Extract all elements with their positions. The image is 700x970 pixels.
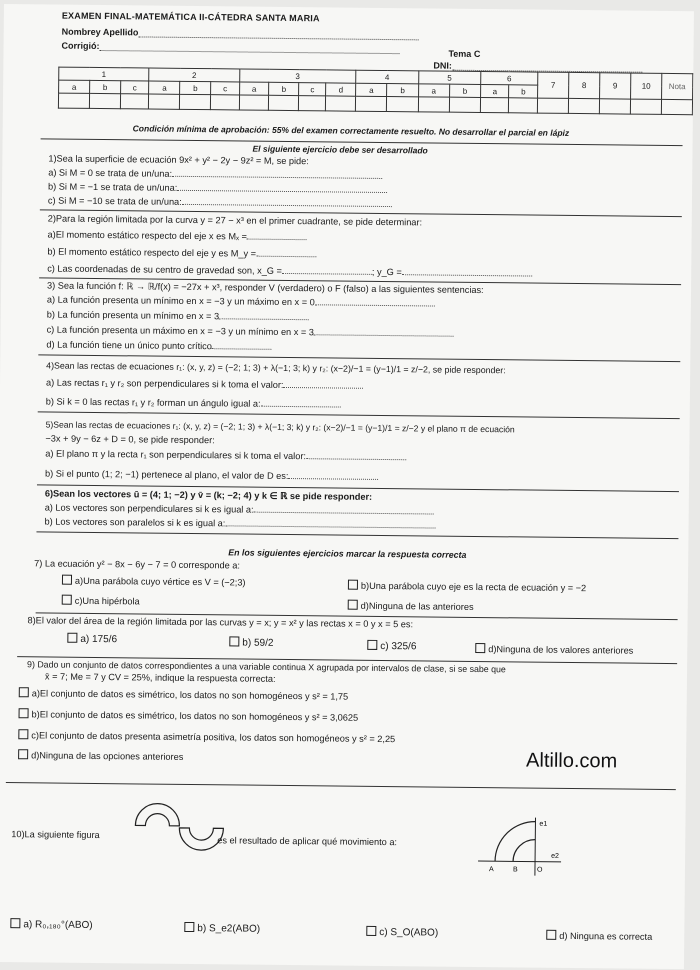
q10-option-a[interactable]: a) R₀,₁₈₀°(ABO) [10, 918, 92, 931]
grid-sub: c [299, 83, 326, 96]
checkbox[interactable] [367, 640, 377, 650]
grid-cell[interactable] [356, 96, 387, 111]
grid-cell[interactable] [387, 97, 418, 112]
dni-field[interactable]: DNI: [433, 61, 642, 73]
label-B: B [512, 866, 518, 874]
grid-cell[interactable] [326, 96, 356, 111]
checkbox[interactable] [229, 636, 239, 646]
checkbox[interactable] [348, 600, 358, 610]
q9-option-d[interactable]: d)Ninguna de las opciones anteriores [18, 749, 183, 762]
grid-cell[interactable] [269, 95, 299, 110]
grid-cell[interactable] [418, 97, 449, 112]
grid-cell[interactable] [149, 94, 180, 109]
checkbox[interactable] [67, 633, 77, 643]
grid-cell[interactable] [568, 98, 599, 113]
grid-sub: b [90, 80, 121, 93]
checkbox[interactable] [62, 575, 72, 585]
grid-sub: b [449, 84, 480, 97]
q8-option-b[interactable]: b) 59/2 [229, 636, 273, 648]
checkbox[interactable] [546, 930, 556, 940]
q5-a[interactable]: a) El plano π y la recta r₁ son perpendiculares si k toma el valor: [45, 447, 406, 463]
q7-option-b[interactable]: b)Una parábola cuyo eje es la recta de ecuación y = −2 [348, 580, 586, 593]
q7-option-d[interactable]: d)Ninguna de las anteriores [348, 600, 474, 612]
grid-cell[interactable] [89, 93, 120, 108]
grid-cell[interactable] [630, 99, 661, 114]
q10-option-b[interactable]: b) S_e2(ABO) [184, 922, 260, 935]
grid-sub: a [239, 82, 269, 95]
grid-head-2: 2 [149, 68, 239, 82]
q8-stem: 8)El valor del área de la región limitada por las curvas y = x; y = x² y las rectas x = 0 y x = 5 es: [27, 615, 414, 630]
grid-sub: a [481, 84, 510, 97]
grid-head-3: 3 [239, 69, 356, 83]
grid-head-1: 1 [59, 67, 149, 81]
label-A: A [488, 866, 494, 874]
mc-note: En los siguientes ejercicios marcar la respuesta correcta [228, 547, 467, 560]
name-field[interactable]: Nombrey Apellido [62, 27, 419, 41]
q10-option-d[interactable]: d) Ninguna es correcta [546, 930, 652, 942]
corrigio-field[interactable]: Corrigió: [62, 41, 400, 55]
grid-sub: a [356, 83, 387, 96]
grid-head-8: 8 [569, 72, 600, 98]
q4-stem: 4)Sean las rectas de ecuaciones r₁: (x, y, z) = (−2; 1; 3) + λ(−1; 3; k) y r₂: (x−2)/−1 = (y−1)/1 = z/−2, se pide responder: [46, 360, 506, 376]
q9-option-a[interactable]: a)El conjunto de datos es simétrico, los datos no son homogéneos y s² = 1,75 [19, 687, 348, 701]
q5-stem: 5)Sean las rectas de ecuaciones r₁: (x, y, z) = (−2; 1; 3) + λ(−1; 3; k) y r₂: (x−2)/−1 = (y−1)/1 = z/−2 y el plano π de ecuación [45, 419, 515, 435]
q6-stem: 6)Sean los vectores ū = (4; 1; −2) y v̄ = (k; −2; 4) y k ∈ ℝ se pide responder: [44, 488, 373, 502]
transformed-figure [125, 795, 226, 866]
checkbox[interactable] [62, 595, 72, 605]
q5-stem2: −3x + 9y − 6z + D = 0, se pide responder: [45, 433, 215, 446]
label-e1: e1 [539, 820, 548, 828]
score-grid [58, 67, 693, 116]
grid-cell[interactable] [537, 98, 568, 113]
label-e2: e2 [551, 852, 559, 860]
q9-option-b[interactable]: b)El conjunto de datos es simétrico, los datos no son homogéneos y s² = 3,0625 [19, 708, 359, 723]
checkbox[interactable] [184, 922, 194, 932]
checkbox[interactable] [19, 708, 29, 718]
grid-cell[interactable] [58, 93, 89, 108]
q9-stem: 9) Dado un conjunto de datos correspondientes a una variable continua X agrupada por intervalos de clase, si se sabe que [27, 659, 506, 675]
grid-sub: b [180, 81, 211, 94]
exam-title: EXAMEN FINAL-MATEMÁTICA II-CÁTEDRA SANTA MARIA [61, 10, 320, 24]
grid-sub: c [211, 82, 240, 95]
q7-stem: 7) La ecuación y² − 8x − 6y − 7 = 0 corresponde a: [34, 558, 241, 571]
develop-note: El siguiente ejercicio debe ser desarrollado [252, 143, 428, 156]
q2-c[interactable]: c) Las coordenadas de su centro de gravedad son, x_G = ; y_G = [47, 262, 532, 280]
q3-a[interactable]: a) La función presenta un mínimo en x = −3 y un máximo en x = 0 [47, 293, 435, 310]
q9-option-c[interactable]: c)El conjunto de datos presenta asimetría positiva, los datos son homogéneos y s² = 2,25 [18, 729, 395, 744]
q10-stem: 10)La siguiente figura [11, 829, 100, 841]
grid-sub: b [387, 84, 418, 97]
q8-option-d[interactable]: d)Ninguna de los valores anteriores [475, 643, 633, 656]
grid-cell[interactable] [661, 99, 692, 114]
original-figure [473, 813, 564, 884]
grid-head-4: 4 [356, 70, 419, 84]
grid-cell[interactable] [509, 98, 538, 113]
grid-cell[interactable] [599, 99, 630, 114]
grid-head-10: 10 [631, 73, 662, 99]
divider [38, 411, 680, 419]
grid-head-7: 7 [538, 72, 569, 98]
q1-stem: 1)Sea la superficie de ecuación 9x² + y² − 2y − 9z² = M, se pide: [48, 153, 309, 167]
q6-b[interactable]: b) Los vectores son paralelos si k es igual a: [45, 515, 436, 532]
checkbox[interactable] [19, 687, 29, 697]
grid-head-5: 5 [418, 71, 481, 85]
divider [6, 782, 676, 790]
q3-b[interactable]: b) La función presenta un mínimo en x = 3 [47, 308, 309, 323]
grid-cell[interactable] [480, 97, 509, 112]
watermark: Altillo.com [525, 749, 618, 773]
approval-condition: Condición mínima de aprobación: 55% del examen correctamente resuelto. No desarrollar el parcial en lápiz [132, 123, 570, 138]
q1-c[interactable]: c) Si M = −10 se trata de un/una: [48, 194, 392, 210]
q2-stem: 2)Para la región limitada por la curva y = 27 − x³ en el primer cuadrante, se pide determinar: [47, 213, 423, 228]
q1-a[interactable]: a) Si M = 0 se trata de un/una: [48, 166, 382, 182]
grid-sub: a [418, 84, 449, 97]
q3-d[interactable]: d) La función tiene un único punto crítico [46, 338, 272, 353]
q4-b[interactable]: b) Si k = 0 las rectas r₁ y r₂ forman un ángulo igual a: [46, 395, 341, 411]
q9-stem2: x̄ = 7; Me = 7 y CV = 25%, indique la respuesta correcta: [44, 671, 276, 684]
q4-a[interactable]: a) Las rectas r₁ y r₂ son perpendiculares si k toma el valor: [46, 376, 364, 392]
checkbox[interactable] [475, 643, 485, 653]
checkbox[interactable] [18, 729, 28, 739]
grid-sub: b [269, 82, 299, 95]
label-O: O [536, 866, 543, 874]
grid-sub: c [121, 81, 150, 94]
q7-option-a[interactable]: a)Una parábola cuyo vértice es V = (−2;3) [62, 575, 246, 588]
checkbox[interactable] [366, 926, 376, 936]
q3-stem: 3) Sea la función f: ℝ → ℝ/f(x) = −27x + x³, responder V (verdadero) o F (falso) a las siguientes sentencias: [47, 280, 484, 296]
checkbox[interactable] [10, 918, 20, 928]
q8-option-c[interactable]: c) 325/6 [367, 640, 416, 653]
grid-head-6: 6 [481, 71, 538, 85]
q8-option-a[interactable]: a) 175/6 [67, 633, 117, 646]
grid-sub: b [509, 85, 538, 98]
grid-cell[interactable] [299, 96, 326, 111]
checkbox[interactable] [18, 749, 28, 759]
grid-head-9: 9 [600, 73, 631, 99]
grid-sub: a [149, 81, 180, 94]
q7-option-c[interactable]: c)Una hipérbola [62, 595, 140, 607]
grid-cell[interactable] [239, 95, 269, 110]
q3-c[interactable]: c) La función presenta un máximo en x = −3 y un mínimo en x = 3 [47, 323, 454, 340]
grid-sub: d [326, 83, 356, 96]
q1-b[interactable]: b) Si M = −1 se trata de un/una: [48, 180, 387, 196]
checkbox[interactable] [348, 580, 358, 590]
grid-sub: a [59, 80, 90, 93]
exam-page [0, 4, 694, 969]
grid-cell[interactable] [449, 97, 480, 112]
grid-cell[interactable] [211, 95, 240, 110]
grid-cell[interactable] [180, 94, 211, 109]
divider [36, 531, 678, 539]
q6-a[interactable]: a) Los vectores son perpendiculares si k es igual a: [45, 501, 434, 518]
tema-label: Tema C [448, 48, 481, 59]
grid-cell[interactable] [120, 94, 149, 109]
q10-stem2: es el resultado de aplicar qué movimiento a: [217, 835, 398, 848]
q5-b[interactable]: b) Si el punto (1; 2; −1) pertenece al plano, el valor de D es: [45, 467, 378, 483]
q2-b[interactable]: b) El momento estático respecto del eje y es M_y = [47, 245, 316, 260]
grid-head-nota: Nota [662, 73, 693, 99]
q2-a[interactable]: a)El momento estático respecto del eje x es Mₓ = [48, 228, 307, 243]
q10-option-c[interactable]: c) S_O(ABO) [366, 926, 438, 939]
